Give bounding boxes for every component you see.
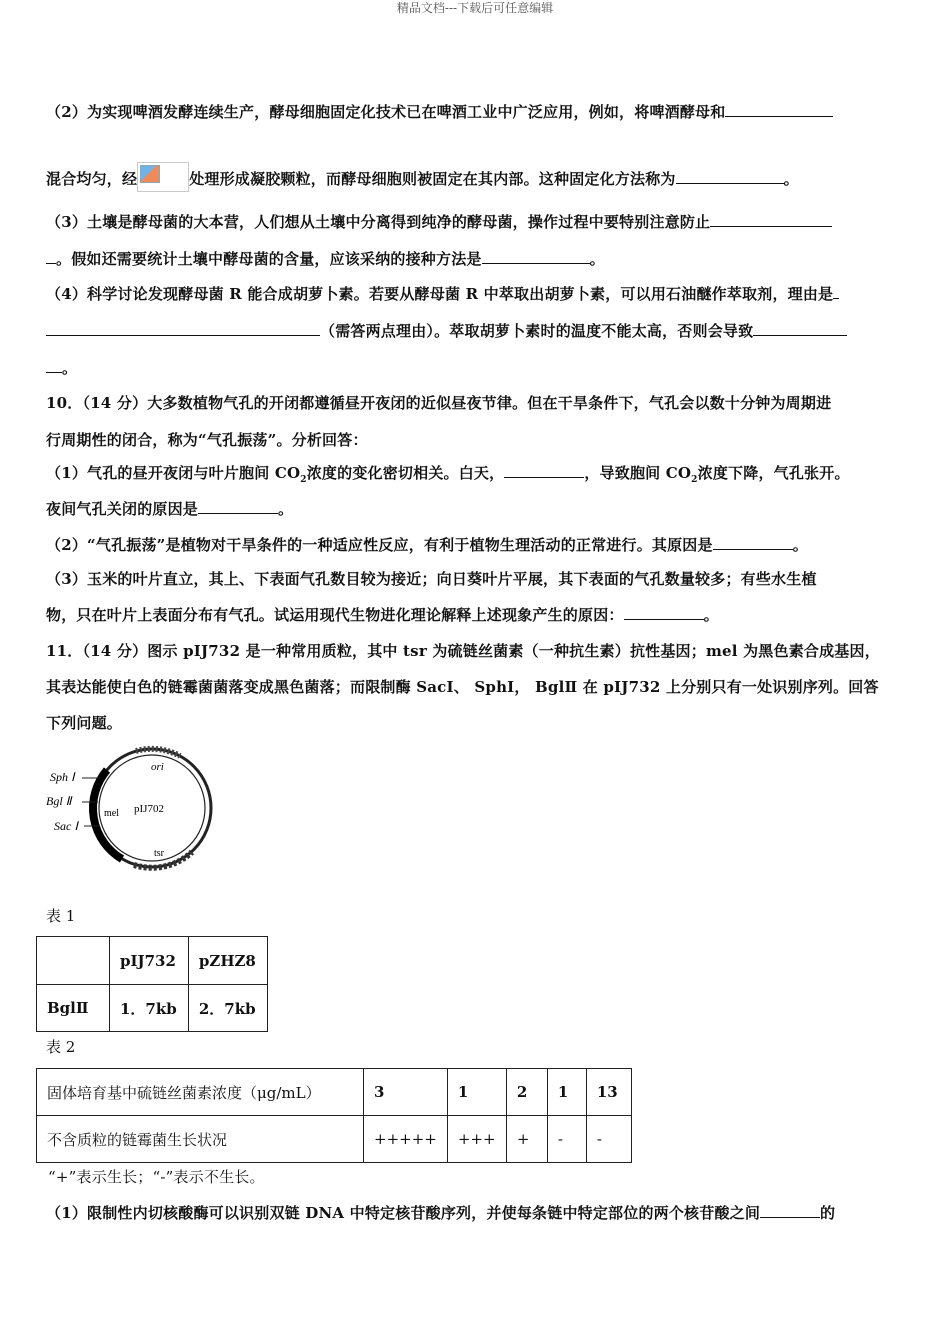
table2 — [36, 1068, 632, 1163]
answer-blank[interactable] — [198, 499, 278, 514]
q9-part3-line2 — [46, 249, 605, 269]
answer-blank[interactable] — [46, 321, 320, 336]
table-row-label: 不含质粒的链霉菌生长状况 — [37, 1116, 364, 1163]
table-cell: 13 — [586, 1069, 631, 1116]
table2-caption: 表 2 — [46, 1038, 76, 1056]
q9-text: 处理形成凝胶颗粒，而酵母细胞则被固定在其内部。这种固定化方法称为 — [189, 170, 676, 188]
plasmid-diagram — [44, 742, 224, 877]
q10-part1-line2 — [46, 499, 293, 519]
answer-blank[interactable] — [624, 605, 704, 620]
table1-caption: 表 1 — [46, 907, 76, 925]
table-header-cell: pZHZ8 — [188, 937, 267, 985]
q10-text: 浓度的变化密切相关。白天， — [306, 464, 505, 482]
q10-text: ，导致胞间 CO — [584, 464, 692, 482]
answer-blank[interactable] — [482, 249, 590, 264]
q10-part1-line1 — [46, 463, 850, 490]
q9-part4-line2 — [46, 321, 847, 341]
table-cell: 1 — [547, 1069, 586, 1116]
subscript: 2 — [691, 475, 698, 485]
q9-text: （需答两点理由）。萃取胡萝卜素时的温度不能太高，否则会导致 — [320, 322, 754, 340]
table-cell — [37, 937, 110, 985]
q10-text: 浓度下降，气孔张开。 — [697, 464, 850, 482]
q10-text: （2）“气孔振荡”是植物对干旱条件的一种适应性反应，有利于植物生理活动的正常进行。其原因是 — [46, 536, 713, 554]
answer-blank[interactable] — [725, 102, 833, 117]
q11-part1-line — [46, 1203, 835, 1223]
q10-intro-line1: 10．（14 分）大多数植物气孔的开闭都遵循昼开夜闭的近似昼夜节律。但在干旱条件下，气孔会以数十分钟为周期进 — [46, 394, 832, 412]
table-cell: +++ — [447, 1116, 506, 1163]
table-cell: 2．7kb — [188, 985, 267, 1032]
table-header-cell: pIJ732 — [110, 937, 189, 985]
q11-intro-line2: 其表达能使白色的链霉菌菌落变成黑色菌落；而限制酶 SacⅠ、 SphⅠ， BglⅡ 在 pIJ732 上分别只有一处识别序列。回答 — [46, 678, 879, 696]
header-note: 精品文档---下载后可任意编辑 — [396, 1, 554, 15]
table-row-label: 固体培育基中硫链丝菌素浓度（μg/mL） — [37, 1069, 364, 1116]
q9-text: 。 — [589, 250, 605, 268]
answer-blank[interactable] — [504, 463, 584, 478]
ori-label: ori — [151, 761, 164, 773]
q10-text: 。 — [278, 500, 294, 518]
sph-label: Sph Ⅰ — [50, 770, 75, 784]
q9-part4-line1 — [46, 284, 839, 304]
q10-text: 夜间气孔关闭的原因是 — [46, 500, 199, 518]
q10-text: （1）气孔的昼开夜闭与叶片胞间 CO — [46, 464, 301, 482]
answer-blank[interactable] — [713, 535, 793, 550]
table-cell: + — [506, 1116, 547, 1163]
table-row — [37, 1116, 632, 1163]
q9-text: 。 — [783, 170, 799, 188]
table2-note: “+”表示生长；“-”表示不生长。 — [48, 1168, 265, 1186]
q11-intro-line3: 下列问题。 — [46, 714, 123, 732]
q9-text: 。假如还需要统计土壤中酵母菌的含量，应该采纳的接种方法是 — [56, 250, 482, 268]
answer-blank[interactable] — [46, 249, 56, 264]
q9-part2-text: （2）为实现啤酒发酵连续生产，酵母细胞固定化技术已在啤酒工业中广泛应用，例如，将啤酒酵母和 — [46, 103, 726, 121]
bgl-label: Bgl Ⅱ — [46, 794, 72, 808]
table-cell: 3 — [364, 1069, 448, 1116]
table-cell: - — [586, 1116, 631, 1163]
table-row — [37, 985, 268, 1032]
q9-text: （3）土壤是酵母菌的大本营，人们想从土壤中分离得到纯净的酵母菌，操作过程中要特别注意防止 — [46, 213, 711, 231]
answer-blank[interactable] — [46, 358, 62, 373]
q10-text: 。 — [703, 606, 719, 624]
q10-text: 物，只在叶片上表面分布有气孔。试运用现代生物进化理论解释上述现象产生的原因： — [46, 606, 624, 624]
broken-image-icon — [137, 162, 189, 192]
q11-intro-line1: 11．（14 分）图示 pIJ732 是一种常用质粒，其中 tsr 为硫链丝菌素（一种抗生素）抗性基因；mel 为黑色素合成基因， — [46, 642, 880, 660]
q9-part3-line1 — [46, 212, 832, 232]
q9-part2-line1 — [46, 102, 833, 122]
q9-text: 混合均匀，经 — [46, 170, 138, 188]
q10-intro-line2: 行周期性的闭合，称为“气孔振荡”。分析回答： — [46, 431, 368, 449]
answer-blank[interactable] — [710, 212, 832, 227]
plasmid-name-label: pIJ702 — [134, 803, 164, 815]
q9-text: 。 — [62, 359, 78, 377]
table-row — [37, 937, 268, 985]
table-cell: +++++ — [364, 1116, 448, 1163]
q10-part3-line1: （3）玉米的叶片直立，其上、下表面气孔数目较为接近；向日葵叶片平展，其下表面的气孔数量较多；有些水生植 — [46, 570, 817, 588]
subscript: 2 — [300, 475, 307, 485]
tsr-label: tsr — [154, 848, 164, 859]
table-row — [37, 1069, 632, 1116]
answer-blank[interactable] — [676, 169, 784, 184]
q9-text: （4）科学讨论发现酵母菌 R 能合成胡萝卜素。若要从酵母菌 R 中萃取出胡萝卜素，可以用石油醚作萃取剂，理由是 — [46, 285, 834, 303]
table-cell: 1 — [447, 1069, 506, 1116]
q9-part4-line3 — [46, 358, 77, 378]
table-row-label: BglⅡ — [37, 985, 110, 1032]
answer-blank[interactable] — [760, 1203, 820, 1218]
table-cell: - — [547, 1116, 586, 1163]
mel-label: mel — [104, 808, 119, 819]
table-cell: 2 — [506, 1069, 547, 1116]
q10-part2-line — [46, 535, 808, 555]
answer-blank[interactable] — [753, 321, 847, 336]
q10-part3-line2 — [46, 605, 719, 625]
table1 — [36, 936, 268, 1032]
q11-text: 的 — [820, 1204, 836, 1222]
q10-text: 。 — [792, 536, 808, 554]
answer-blank[interactable] — [833, 284, 839, 299]
q9-part2-line2 — [46, 162, 799, 192]
table-cell: 1．7kb — [110, 985, 189, 1032]
sac-label: Sac Ⅰ — [54, 819, 78, 833]
q11-text: （1）限制性内切核酸酶可以识别双链 DNA 中特定核苷酸序列，并使每条链中特定部位的两个核苷酸之间 — [46, 1204, 761, 1222]
